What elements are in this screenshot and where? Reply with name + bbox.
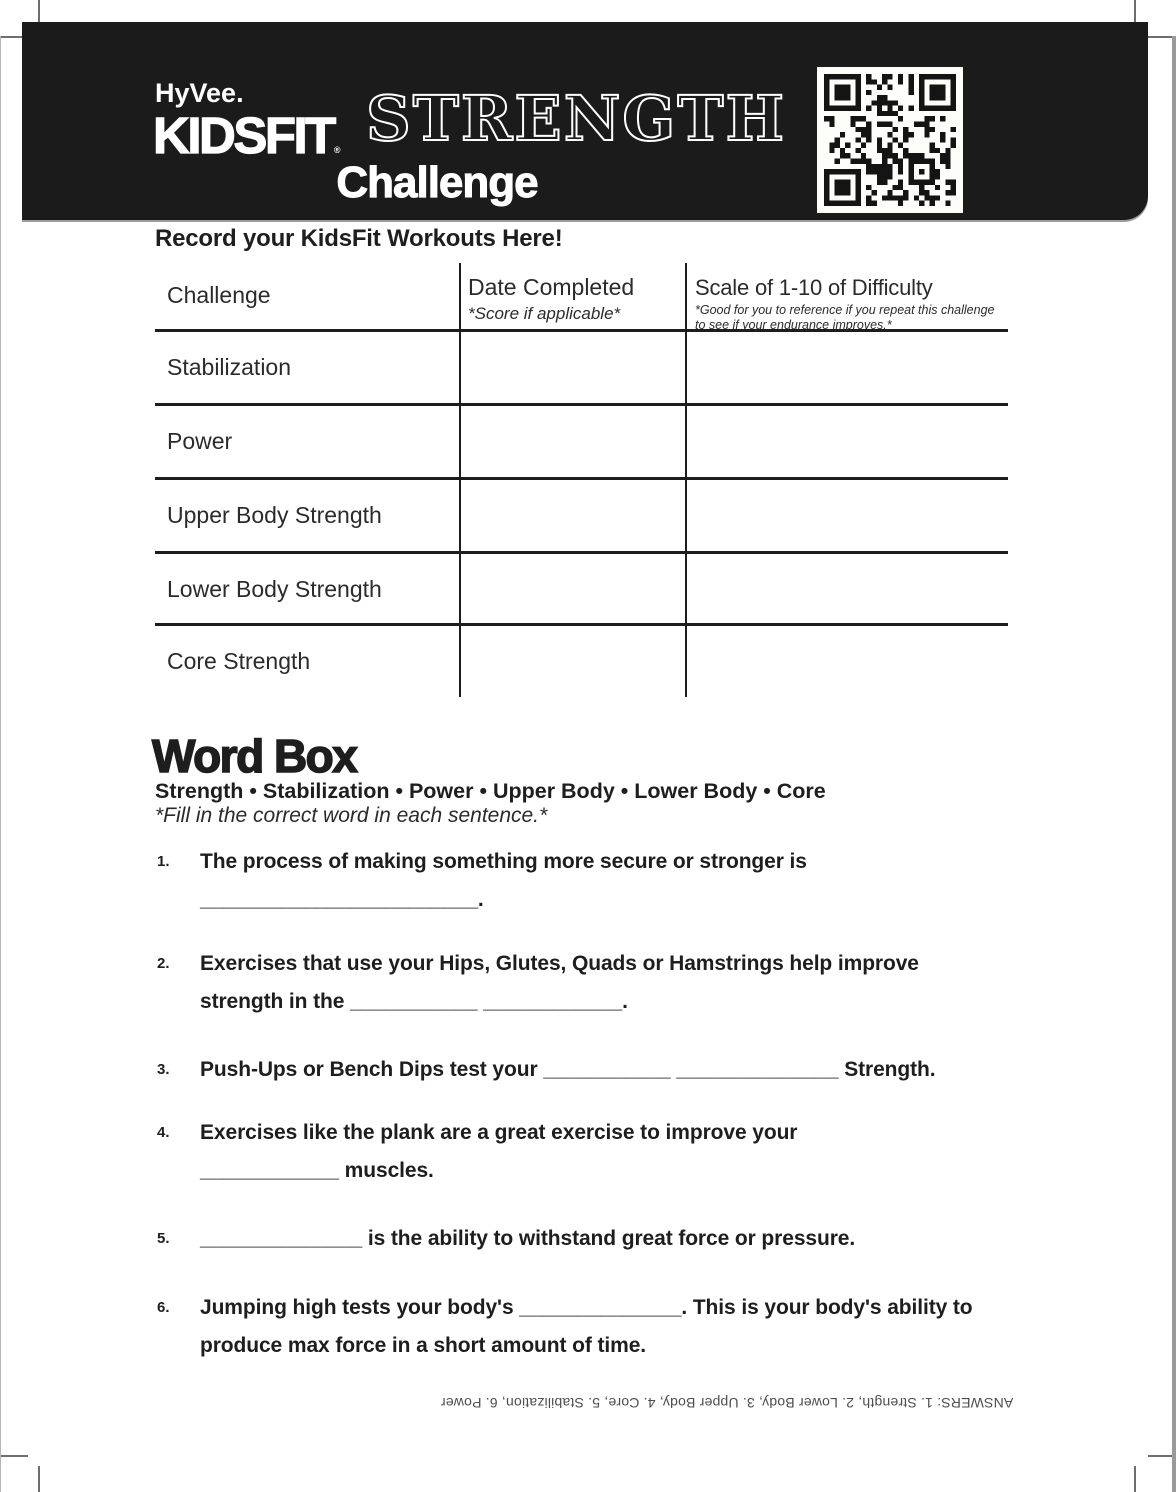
column-header-date-completed: [468, 274, 634, 324]
qr-code: [817, 67, 963, 213]
question-line: produce max force in a short amount of time.: [200, 1334, 647, 1357]
question-number: 4.: [157, 1124, 170, 1141]
page-edge-left: [0, 36, 1, 1492]
table-row-stabilization: Stabilization: [167, 354, 292, 380]
table-row-lower-body-strength: Lower Body Strength: [167, 576, 382, 602]
table-line-1: [155, 403, 1008, 406]
question-3: [157, 1051, 1057, 1089]
question-6: [157, 1289, 1057, 1365]
question-text: [200, 945, 1057, 1021]
question-5: [157, 1220, 1057, 1258]
page-edge-right: [1172, 36, 1176, 1492]
question-number: 5.: [157, 1230, 170, 1247]
kidsfit-wordmark: KIDSFIT: [153, 107, 334, 164]
strength-title: STRENGTH: [366, 82, 787, 155]
question-1: [157, 843, 1057, 919]
page-title: Record your KidsFit Workouts Here!: [155, 225, 563, 252]
question-line: Exercises like the plank are a great exercise to improve your: [200, 1121, 798, 1144]
table-row-power: Power: [167, 428, 233, 454]
question-line-blank: ______________ is the ability to withstand great force or pressure.: [200, 1227, 856, 1250]
wordbox-title: Word Box: [152, 730, 357, 782]
table-row-core-strength: Core Strength: [167, 648, 311, 674]
crop-mark-bottom-left-horizontal: [0, 1455, 28, 1457]
column-note: *Score if applicable*: [468, 304, 621, 323]
qr-code-icon: [824, 74, 956, 206]
question-text: [200, 843, 1057, 919]
crop-mark-bottom-right-vertical: [1134, 1466, 1136, 1492]
header-banner: [22, 22, 1148, 220]
question-text: [200, 1220, 1057, 1258]
question-text: [200, 1051, 1057, 1089]
workout-table: [155, 263, 1008, 697]
question-line: Push-Ups or Bench Dips test your ___________ ______________ Strength.: [200, 1058, 936, 1081]
column-label: Scale of 1-10 of Difficulty: [695, 275, 933, 300]
question-line: The process of making something more secure or stronger is: [200, 850, 807, 873]
question-number: 2.: [157, 955, 170, 972]
question-number: 3.: [157, 1061, 170, 1078]
question-text: [200, 1114, 1057, 1190]
registered-mark-icon: ®: [333, 145, 341, 155]
challenge-subtitle: Challenge: [336, 158, 538, 207]
question-2: [157, 945, 1057, 1021]
kidsfit-logo: [153, 106, 340, 165]
column-label: Date Completed: [468, 274, 635, 300]
column-header-challenge: Challenge: [167, 281, 271, 308]
question-line-blank: ____________ muscles.: [200, 1159, 434, 1182]
wordbox-word-list: Strength • Stabilization • Power • Upper Body • Lower Body • Core: [155, 779, 826, 803]
column-header-difficulty: [695, 275, 1000, 333]
question-line-blank: strength in the ___________ ____________.: [200, 990, 628, 1013]
column-note: *Good for you to reference if you repeat this challenge to see if your endurance improves.*: [695, 303, 995, 332]
hyvee-logo: HyVee.: [155, 78, 244, 108]
question-number: 1.: [157, 853, 170, 870]
question-number: 6.: [157, 1299, 170, 1316]
question-line: Exercises that use your Hips, Glutes, Quads or Hamstrings help improve: [200, 952, 919, 975]
answer-key: ANSWERS: 1. Strength, 2. Lower Body, 3. Upper Body, 4. Core, 5. Stabilization, 6. Power: [440, 1395, 1014, 1411]
question-4: [157, 1114, 1057, 1190]
question-line: Jumping high tests your body's ______________. This is your body's ability to: [200, 1296, 973, 1319]
crop-mark-bottom-left-vertical: [38, 1466, 40, 1492]
question-text: [200, 1289, 1057, 1365]
table-row-upper-body-strength: Upper Body Strength: [167, 502, 382, 528]
wordbox-instruction: *Fill in the correct word in each sentence.*: [155, 804, 548, 827]
question-line-blank: ________________________.: [200, 888, 484, 911]
